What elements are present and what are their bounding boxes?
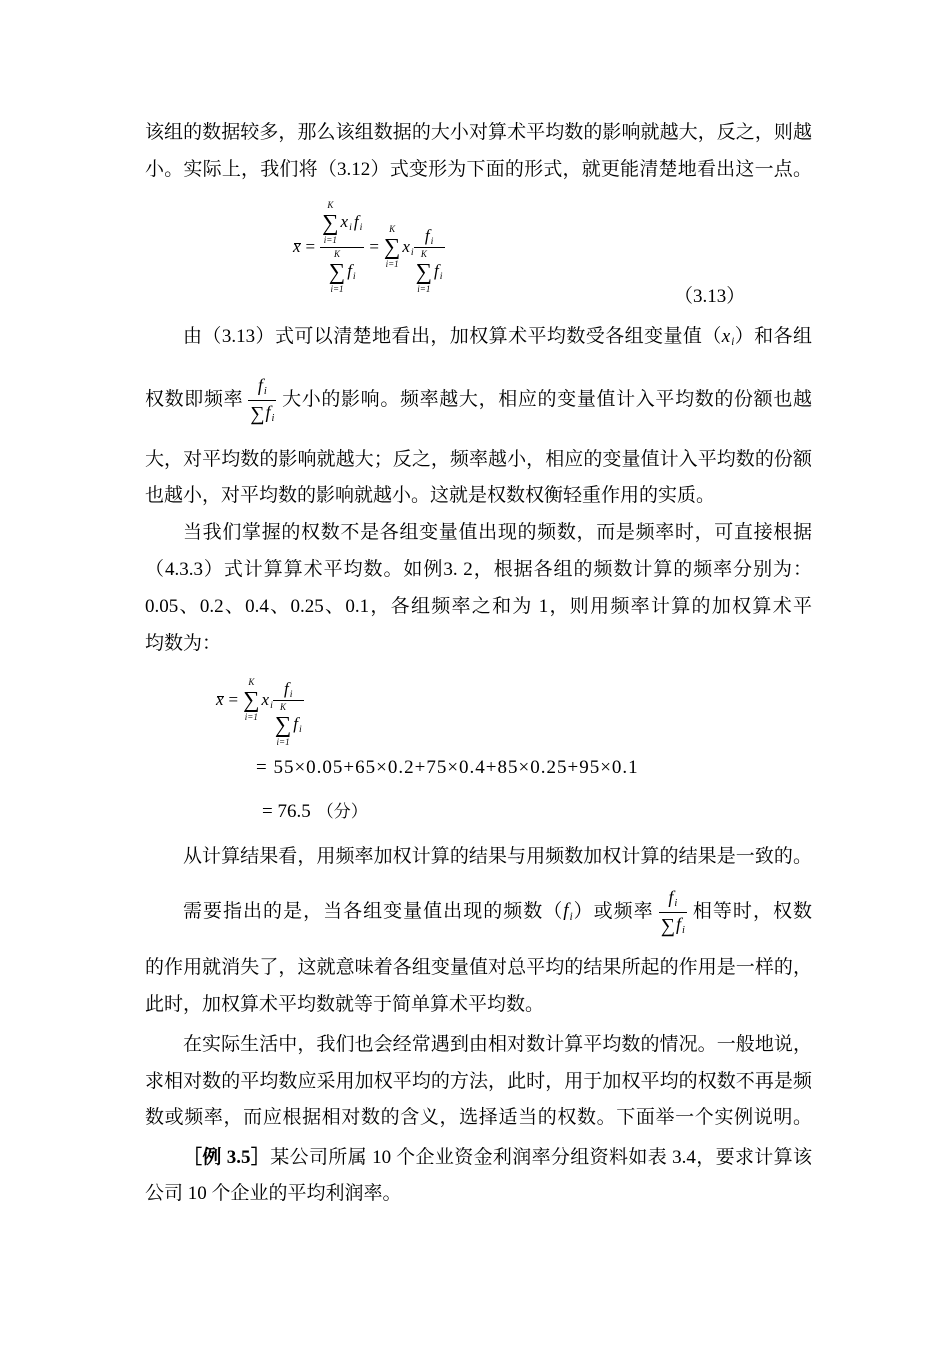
sigma-symbol: ∑ <box>383 234 401 259</box>
body-text-line <box>145 1164 812 1224</box>
body-text-line <box>145 370 812 430</box>
equals-sign: = <box>228 689 239 709</box>
summation <box>416 249 432 295</box>
fraction-denominator <box>327 248 358 295</box>
subscript-i: i <box>270 699 273 711</box>
variable-x-i <box>262 691 273 710</box>
subscript-i: i <box>349 222 352 234</box>
lower-limit: i=1 <box>385 259 399 269</box>
fraction-numerator <box>423 227 435 247</box>
variable-x: x <box>340 212 349 232</box>
equals-sign: = <box>369 236 379 256</box>
fraction-numerator <box>320 200 364 247</box>
subscript-i: i <box>352 271 356 283</box>
fraction-denominator <box>248 401 276 426</box>
weighted-mean-fraction <box>320 200 364 295</box>
frequency-fraction <box>414 200 445 295</box>
upper-limit: K <box>420 248 427 259</box>
lower-limit: i=1 <box>330 283 344 294</box>
summation <box>322 200 338 246</box>
text-segment: 某公司所属 10 个企业资金利润率分组资料如表 3.4，要求计算该 <box>270 1147 812 1168</box>
fraction-numerator <box>256 375 269 400</box>
subscript-i: i <box>674 897 678 909</box>
line-text <box>145 887 812 938</box>
variable-f: f <box>353 212 359 232</box>
text-segment: 权数即频率 <box>145 388 244 410</box>
variable-f: f <box>563 900 569 922</box>
subscript-i: i <box>298 724 302 736</box>
text-segment: ）或频率 <box>572 900 654 922</box>
line-text: 此时，加权算术平均数就等于简单算术平均数。 <box>145 994 545 1015</box>
variable-f-i <box>293 715 301 734</box>
variable-x-i <box>402 238 413 257</box>
lower-limit: i=1 <box>244 712 258 722</box>
variable-f: f <box>257 374 263 395</box>
calculation-result-line <box>262 799 368 825</box>
variable-x-i <box>341 213 352 232</box>
line-text <box>145 324 812 352</box>
summation <box>243 677 259 723</box>
text-segment: 由（3.13）式可以清楚地看出，加权算术平均数受各组变量值（ <box>183 326 722 347</box>
text-segment: 大小的影响。频率越大，相应的变量值计入平均数的份额也越 <box>281 388 812 410</box>
upper-limit: K <box>327 199 334 210</box>
frequency-fraction <box>659 887 687 938</box>
sigma-symbol: ∑ <box>415 258 433 284</box>
sigma-symbol: ∑ <box>243 687 260 712</box>
summation <box>384 224 400 270</box>
calculation-line <box>256 755 639 781</box>
variable-f: f <box>347 261 352 281</box>
variable-x: x <box>402 236 410 256</box>
upper-limit: K <box>280 701 287 712</box>
upper-limit: K <box>248 677 255 687</box>
frequency-fraction <box>273 653 304 748</box>
frequency-fraction <box>248 375 276 426</box>
variable-x-i <box>722 324 735 352</box>
variable-f: f <box>293 714 298 734</box>
fraction-numerator <box>666 887 679 912</box>
subscript-i: i <box>263 385 267 397</box>
line-text: 从计算结果看，用频率加权计算的结果与用频数加权计算的结果是一致的。 <box>183 846 812 867</box>
variable-f-i <box>354 213 362 232</box>
sample-mean-symbol: x <box>293 236 301 256</box>
variable-f-i <box>425 227 433 246</box>
variable-f-i <box>347 262 355 281</box>
variable-f: f <box>675 913 681 934</box>
sigma-symbol: ∑ <box>660 914 675 937</box>
example-label: ［例 3.5］ <box>183 1147 271 1168</box>
subscript-i: i <box>271 412 275 424</box>
fraction-denominator <box>273 701 304 748</box>
subscript-i: i <box>410 246 414 258</box>
line-text: 在实际生活中，我们也会经常遇到由相对数计算平均数的情况。一般地说， <box>183 1034 812 1055</box>
text-segment: 相等时，权数 <box>691 900 812 922</box>
variable-f-i <box>563 898 572 926</box>
subscript-i: i <box>569 910 573 923</box>
variable-x: x <box>261 689 270 709</box>
fraction-numerator <box>282 680 294 700</box>
body-text-line <box>145 308 812 368</box>
variable-f: f <box>668 886 674 907</box>
lower-limit: i=1 <box>276 736 290 747</box>
subscript-i: i <box>359 222 363 234</box>
variable-f: f <box>284 678 289 698</box>
text-segment: ）和各组 <box>734 326 812 347</box>
variable-f-i <box>434 262 442 281</box>
subscript-i: i <box>439 271 443 283</box>
equals-sign: = <box>305 236 316 256</box>
variable-f: f <box>424 225 430 245</box>
sigma-symbol: ∑ <box>328 258 346 284</box>
line-text: 公司 10 个企业的平均利润率。 <box>145 1183 402 1204</box>
variable-f: f <box>265 401 271 422</box>
line-text: 当我们掌握的权数不是各组变量值出现的频数，而是频率时，可直接根据 <box>183 522 812 543</box>
variable-f: f <box>434 261 439 281</box>
variable-f-i <box>266 402 275 426</box>
line-text: 大，对平均数的影响就越大；反之，频率越小，相应的变量值计入平均数的份额 <box>145 449 812 470</box>
summation <box>329 249 345 295</box>
line-text: 0.05、0.2、0.4、0.25、0.1，各组频率之和为 1，则用频率计算的加权算术平 <box>145 596 812 617</box>
calculation-result: = 76.5 <box>262 801 311 822</box>
subscript-i: i <box>731 336 735 349</box>
subscript-i: i <box>430 235 434 247</box>
body-text-line <box>145 882 812 942</box>
variable-f-i <box>676 914 685 938</box>
body-text-line <box>145 827 812 887</box>
sigma-symbol: ∑ <box>322 209 339 235</box>
summation <box>275 702 291 748</box>
calculation-expansion: = 55×0.05+65×0.2+75×0.4+85×0.25+95×0.1 <box>256 757 639 778</box>
line-text: 小。实际上，我们将（3.12）式变形为下面的形式，就更能清楚地看出这一点。 <box>145 159 812 180</box>
upper-limit: K <box>389 224 396 234</box>
fraction-denominator <box>659 913 687 938</box>
body-text-line <box>145 140 812 200</box>
upper-limit: K <box>333 248 340 259</box>
subscript-i: i <box>681 924 685 936</box>
sample-mean-symbol: x <box>216 689 224 709</box>
sigma-symbol: ∑ <box>250 402 265 425</box>
lower-limit: i=1 <box>417 283 431 294</box>
line-text: 数或频率，而应根据相对数的含义，选择适当的权数。下面举一个实例说明。 <box>145 1107 812 1128</box>
line-text: 也越小，对平均数的影响就越小。这就是权数权衡轻重作用的实质。 <box>145 485 716 506</box>
equation-3-13 <box>293 187 445 307</box>
line-text <box>145 375 812 426</box>
equation-number: （3.13） <box>674 286 746 307</box>
variable-f-i <box>668 887 677 911</box>
text-segment: 需要指出的是，当各组变量值出现的频数（ <box>183 900 564 922</box>
line-text: 均数为： <box>145 633 222 654</box>
variable-x: x <box>721 326 731 347</box>
variable-f-i <box>258 375 267 399</box>
line-text: 该组的数据较多，那么该组数据的大小对算术平均数的影响就越大，反之，则越 <box>145 122 812 143</box>
line-text: （4.3.3）式计算算术平均数。如例3. 2，根据各组的频数计算的频率分别为： <box>145 559 812 580</box>
variable-f-i <box>284 680 292 699</box>
lower-limit: i=1 <box>323 234 337 245</box>
weighted-mean-equation <box>216 640 304 760</box>
subscript-i: i <box>289 688 293 700</box>
sigma-symbol: ∑ <box>274 711 292 737</box>
fraction-denominator <box>414 248 445 295</box>
line-text: 求相对数的平均数应采用加权平均的方法，此时，用于加权平均的权数不再是频 <box>145 1071 812 1092</box>
line-text: 的作用就消失了，这就意味着各组变量值对总平均的结果所起的作用是一样的， <box>145 957 812 978</box>
result-unit: （分） <box>316 802 368 821</box>
